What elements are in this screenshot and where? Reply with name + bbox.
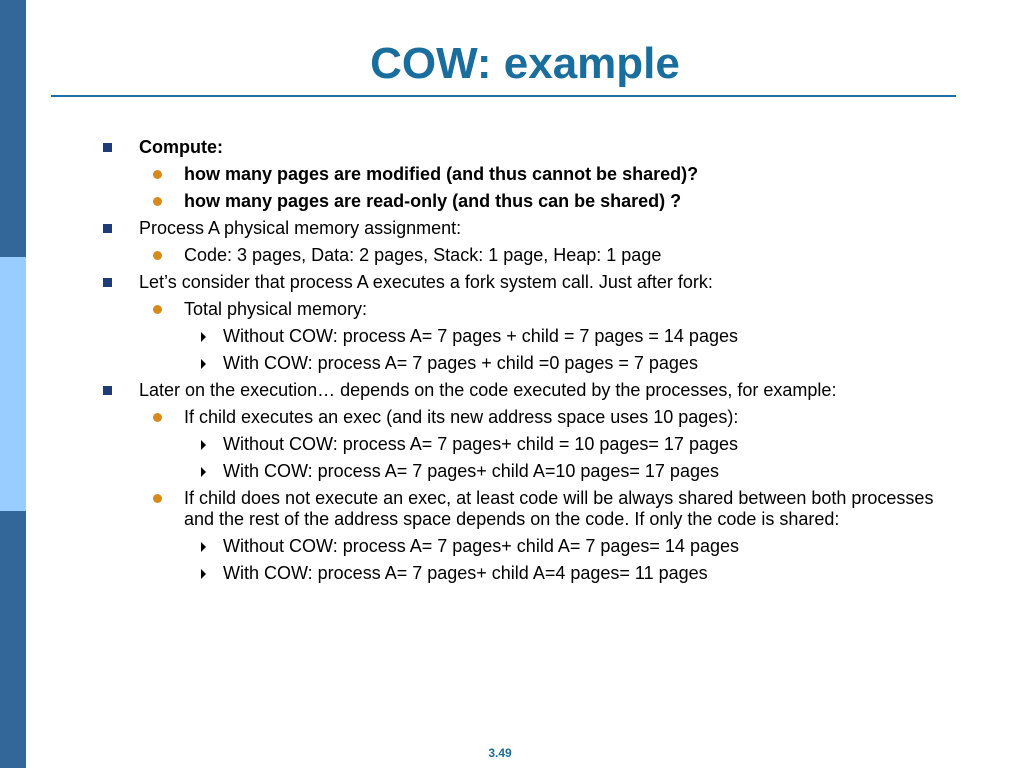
- bullet-text: how many pages are read-only (and thus can be shared) ?: [184, 191, 682, 211]
- bullet-compute: [139, 137, 939, 158]
- round-bullet-icon: [153, 170, 162, 179]
- bullet-text: Code: 3 pages, Data: 2 pages, Stack: 1 page, Heap: 1 page: [184, 245, 662, 265]
- slide-title: COW: example: [370, 39, 680, 88]
- sub-bullet: [184, 191, 944, 212]
- bullet-text: If child executes an exec (and its new address space uses 10 pages):: [184, 407, 739, 427]
- sub-bullet: [184, 164, 944, 185]
- sub-sub-bullet: [223, 326, 943, 347]
- sub-bullet: [184, 245, 944, 266]
- bullet-later: [139, 380, 939, 401]
- bullet-text: Process A physical memory assignment:: [139, 218, 462, 238]
- triangle-bullet-icon: [201, 467, 206, 477]
- square-bullet-icon: [103, 278, 112, 287]
- round-bullet-icon: [153, 197, 162, 206]
- bullet-text: Without COW: process A= 7 pages + child = 7 pages = 14 pages: [223, 326, 738, 346]
- bullet-text: Let’s consider that process A executes a fork system call. Just after fork:: [139, 272, 713, 292]
- sub-sub-bullet: [223, 461, 943, 482]
- bullet-text: Later on the execution… depends on the code executed by the processes, for example:: [139, 380, 837, 400]
- triangle-bullet-icon: [201, 542, 206, 552]
- square-bullet-icon: [103, 143, 112, 152]
- title-divider: [51, 95, 956, 97]
- bullet-text: With COW: process A= 7 pages+ child A=4 pages= 11 pages: [223, 563, 708, 583]
- sub-sub-bullet: [223, 563, 943, 584]
- round-bullet-icon: [153, 494, 162, 503]
- triangle-bullet-icon: [201, 332, 206, 342]
- sub-bullet: [184, 299, 944, 320]
- bullet-text: Without COW: process A= 7 pages+ child A= 7 pages= 14 pages: [223, 536, 739, 556]
- round-bullet-icon: [153, 251, 162, 260]
- bullet-text: Total physical memory:: [184, 299, 368, 319]
- triangle-bullet-icon: [201, 569, 206, 579]
- sub-bullet: [184, 407, 944, 428]
- triangle-bullet-icon: [201, 440, 206, 450]
- slide-content: [0, 137, 1024, 584]
- sub-sub-bullet: [223, 434, 943, 455]
- bullet-text: With COW: process A= 7 pages + child =0 pages = 7 pages: [223, 353, 698, 373]
- bullet-process-a: [139, 218, 939, 239]
- bullet-text: If child does not execute an exec, at least code will be always shared between both processes and the rest of the address space depends on the code. If only the code is shared:: [184, 488, 934, 529]
- bullet-fork: [139, 272, 939, 293]
- round-bullet-icon: [153, 413, 162, 422]
- sub-sub-bullet: [223, 353, 943, 374]
- square-bullet-icon: [103, 386, 112, 395]
- bullet-text: With COW: process A= 7 pages+ child A=10 pages= 17 pages: [223, 461, 719, 481]
- page-number: 3.49: [488, 746, 512, 760]
- round-bullet-icon: [153, 305, 162, 314]
- sub-bullet: [184, 488, 944, 530]
- bullet-text: Without COW: process A= 7 pages+ child = 10 pages= 17 pages: [223, 434, 738, 454]
- sub-sub-bullet: [223, 536, 943, 557]
- triangle-bullet-icon: [201, 359, 206, 369]
- bullet-text: Compute:: [139, 137, 223, 157]
- square-bullet-icon: [103, 224, 112, 233]
- bullet-text: how many pages are modified (and thus cannot be shared)?: [184, 164, 699, 184]
